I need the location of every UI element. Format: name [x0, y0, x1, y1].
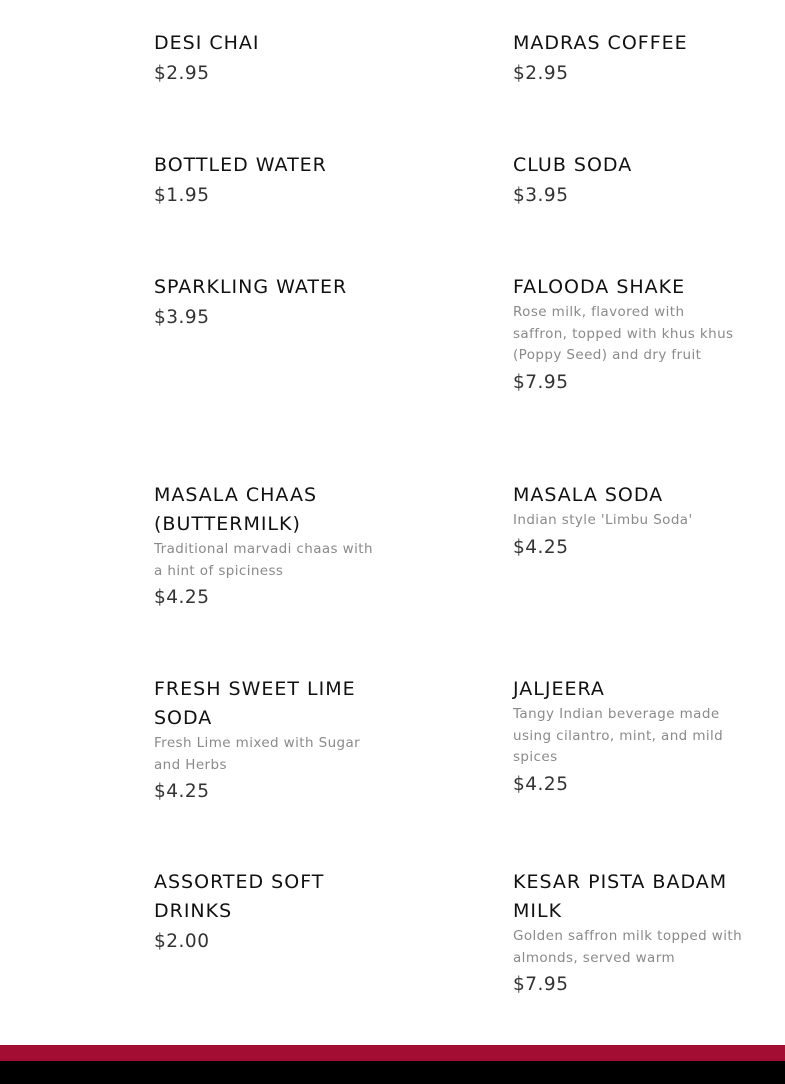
item-name: CLUB SODA	[513, 154, 633, 176]
menu-item-assorted-soft-drinks	[154, 868, 384, 956]
item-description: Rose milk, flavored with saffron, topped with khus khus (Poppy Seed) and dry fruit	[513, 304, 734, 363]
menu-item-madras-coffee	[513, 29, 743, 88]
item-price: $4.25	[513, 536, 569, 558]
item-name: DESI CHAI	[154, 32, 260, 54]
menu-item-sparkling-water	[154, 273, 384, 332]
item-price: $2.00	[154, 931, 210, 952]
item-name: ASSORTED SOFT DRINKS	[154, 871, 325, 922]
footer-accent-bar	[0, 1045, 785, 1061]
item-price: $1.95	[154, 185, 210, 206]
menu-item-fresh-sweet-lime-soda	[154, 675, 384, 806]
item-description: Golden saffron milk topped with almonds, served warm	[513, 928, 743, 966]
item-description: Traditional marvadi chaas with a hint of spiciness	[154, 541, 373, 579]
menu-item-jaljeera	[513, 675, 743, 799]
menu-item-kesar-pista-badam-milk	[513, 868, 743, 999]
item-description: Fresh Lime mixed with Sugar and Herbs	[154, 735, 361, 773]
item-price: $3.95	[513, 185, 569, 206]
menu-item-falooda-shake	[513, 273, 743, 397]
menu-item-desi-chai	[154, 29, 384, 88]
item-description: Tangy Indian beverage made using cilantro, mint, and mild spices	[513, 706, 724, 765]
item-name: SPARKLING WATER	[154, 276, 348, 298]
item-name: BOTTLED WATER	[154, 154, 327, 176]
item-description: Indian style 'Limbu Soda'	[513, 512, 693, 528]
item-name: KESAR PISTA BADAM MILK	[513, 871, 728, 922]
item-price: $4.25	[513, 773, 569, 795]
item-price: $4.25	[154, 781, 210, 802]
menu-item-club-soda	[513, 151, 743, 210]
item-price: $2.95	[154, 63, 210, 84]
item-price: $7.95	[513, 974, 569, 995]
menu-item-bottled-water	[154, 151, 384, 210]
item-name: FRESH SWEET LIME SODA	[154, 678, 356, 729]
item-name: JALJEERA	[513, 678, 605, 700]
item-name: FALOODA SHAKE	[513, 276, 686, 298]
item-price: $2.95	[513, 63, 569, 84]
item-price: $7.95	[513, 371, 569, 393]
item-price: $4.25	[154, 587, 210, 608]
menu-item-masala-soda	[513, 481, 743, 562]
item-price: $3.95	[154, 307, 210, 328]
item-name: MASALA SODA	[513, 484, 664, 506]
footer-base-bar	[0, 1061, 785, 1084]
item-name: MASALA CHAAS (BUTTERMILK)	[154, 484, 317, 535]
menu-item-masala-chaas	[154, 481, 384, 612]
item-name: MADRAS COFFEE	[513, 32, 688, 54]
